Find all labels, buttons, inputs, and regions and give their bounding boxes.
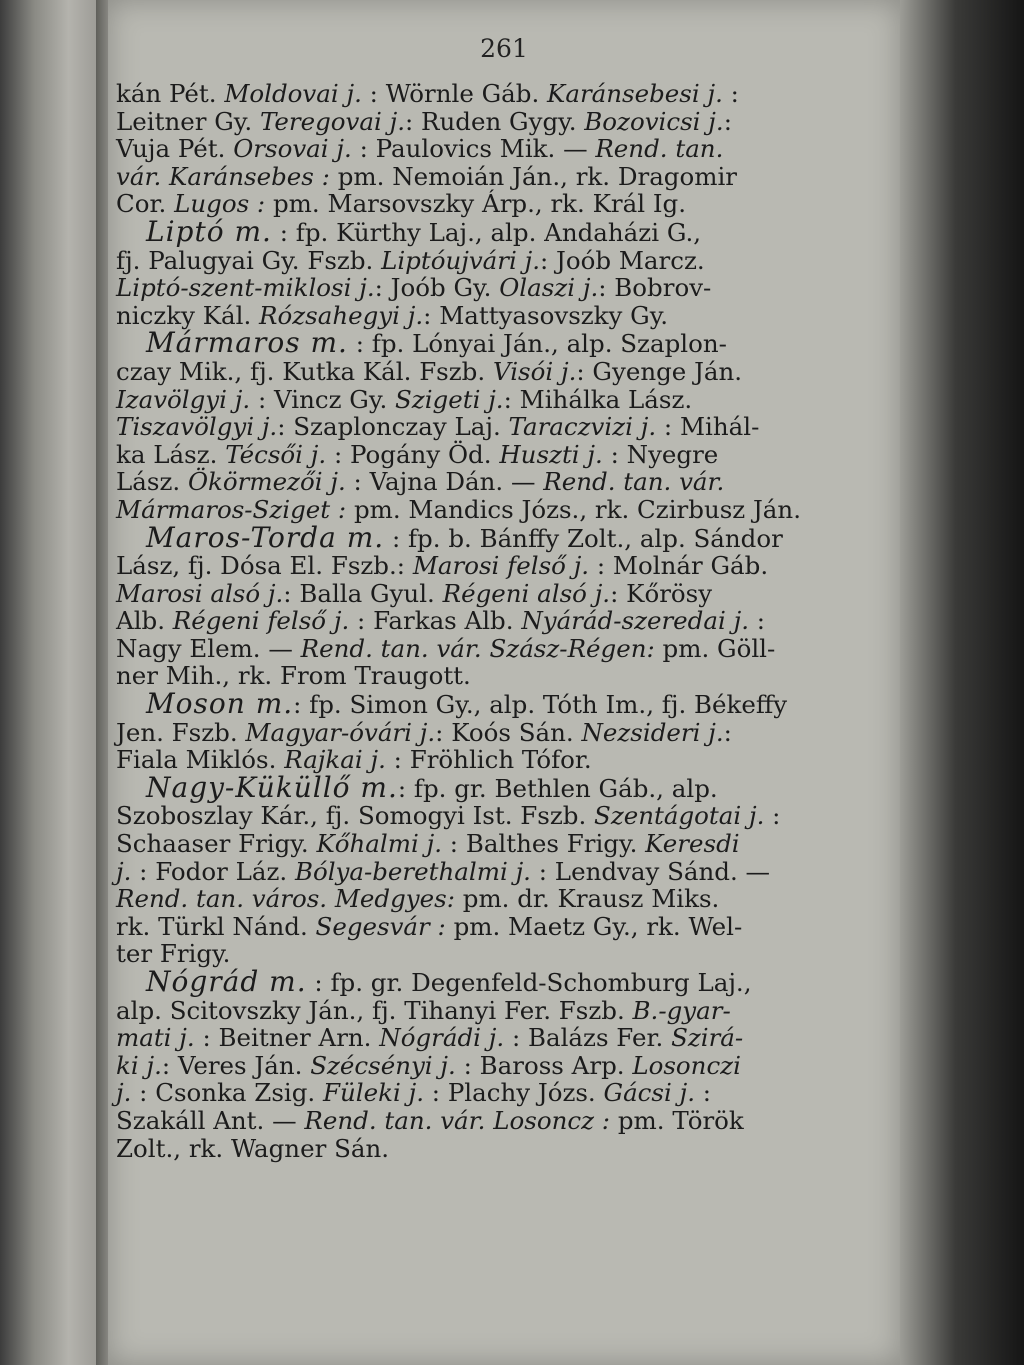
text-run: : Wörnle Gáb. [361, 79, 548, 108]
text-line [116, 413, 796, 441]
text-line [116, 1052, 796, 1080]
place-name: Rend. tan. vár. [543, 467, 725, 497]
place-name: Moldovai j. [224, 79, 362, 108]
place-name: Keresdi [645, 829, 740, 859]
text-line [116, 108, 796, 136]
text-line [116, 607, 796, 635]
text-run: : Vajna Dán. — [345, 467, 544, 497]
text-run: : fp. Lónyai Ján., alp. Szaplon- [347, 329, 727, 359]
text-run: : Balthes Frigy. [441, 829, 646, 859]
place-name: Visói j. [492, 356, 577, 386]
text-line [116, 746, 796, 774]
text-run: Alb. [116, 606, 173, 636]
place-name: Técsői j. [225, 439, 327, 469]
place-name: Régeni felső j. [172, 606, 350, 636]
text-run: Szoboszlay Kár., fj. Somogyi Ist. Fszb. [116, 801, 595, 831]
place-name: Rózsahegyi j. [259, 300, 424, 330]
text-run: ka Lász. [116, 439, 226, 469]
place-name: Rend. tan. vár. Losoncz : [304, 1105, 611, 1135]
text-run: pm. Nemoián Ján., rk. Dragomir [329, 161, 738, 191]
text-run: : Beitner Arn. [194, 1023, 380, 1053]
county-heading-line [116, 770, 796, 804]
county-name: Liptó m. [146, 214, 272, 248]
text-run: : Lendvay Sánd. — [530, 856, 771, 886]
text-run: ner Mih., rk. From Traugott. [116, 661, 471, 691]
text-run: : Nyegre [602, 439, 719, 469]
text-run: : [723, 106, 732, 136]
text-run: : fp. Simon Gy., alp. Tóth Im., fj. Békeffy [293, 690, 788, 720]
place-name: Taraczvizi j. [508, 412, 657, 442]
text-run: fj. Palugyai Gy. Fszb. [116, 245, 382, 275]
text-run: : Fodor Láz. [131, 856, 295, 886]
book-page [108, 0, 900, 1365]
text-run: : Molnár Gáb. [589, 551, 769, 581]
text-run: : Mattyasovszky Gy. [423, 300, 669, 330]
text-run: czay Mik., fj. Kutka Kál. Fszb. [116, 356, 493, 386]
place-name: mati j. [116, 1023, 195, 1053]
text-line [116, 1079, 796, 1107]
county-heading-line [116, 520, 796, 554]
text-run: : Farkas Alb. [349, 606, 522, 636]
place-name: Gácsi j. [603, 1078, 695, 1108]
text-line [116, 135, 796, 163]
county-heading-line [116, 326, 796, 360]
place-name: Szirá- [671, 1023, 744, 1053]
text-run: : fp. gr. Degenfeld-Schomburg Laj., [306, 968, 752, 997]
text-run: : Mihál- [656, 412, 760, 442]
place-name: Régeni alsó j. [442, 578, 611, 608]
text-run: : Balla Gyul. [283, 578, 443, 608]
facing-page-edge [0, 0, 98, 1365]
county-heading-line [116, 687, 796, 721]
text-line [116, 662, 796, 690]
text-line [116, 468, 796, 496]
text-line [116, 80, 796, 108]
text-run: : [723, 717, 732, 747]
text-run: Leitner Gy. [116, 106, 260, 136]
page-text [116, 79, 801, 1163]
text-run: pm. Göll- [654, 633, 776, 663]
text-run: : [722, 79, 739, 108]
text-run: : fp. gr. Bethlen Gáb., alp. [397, 773, 718, 803]
text-line [116, 802, 796, 830]
text-run: : Joób Gy. [374, 273, 500, 303]
text-run: : [748, 606, 766, 636]
text-line [116, 913, 796, 941]
text-line [116, 494, 801, 524]
county-name: Maros-Torda m. [146, 520, 385, 554]
text-line [116, 302, 796, 330]
place-name: Rend. tan. város. Medgyes: [116, 884, 455, 914]
text-line [116, 358, 796, 386]
text-run: : Balázs Fer. [504, 1023, 672, 1053]
text-run: : fp. b. Bánffy Zolt., alp. Sándor [384, 523, 783, 553]
background-edge [900, 0, 1024, 1365]
text-line [116, 580, 796, 608]
text-line [116, 635, 796, 663]
text-run: : fp. Kürthy Laj., alp. Andaházi G., [271, 217, 702, 247]
place-name: vár. Karánsebes : [116, 161, 330, 191]
text-run: pm. Marsovszky Árp., rk. Král Ig. [265, 189, 686, 219]
text-run: : Paulovics Mik. — [351, 134, 596, 164]
page-number: 261 [480, 34, 528, 63]
text-line [116, 1107, 796, 1135]
text-run: : Vincz Gy. [250, 384, 396, 414]
text-run: pm. dr. Krausz Miks. [454, 884, 720, 914]
county-heading-line [116, 214, 796, 248]
text-run: : Koós Sán. [435, 717, 582, 747]
place-name: j. [116, 856, 132, 886]
text-line [116, 997, 796, 1025]
text-run: : [694, 1078, 712, 1108]
place-name: Segesvár : [315, 911, 446, 941]
place-name: Lugos : [174, 189, 266, 219]
place-name: Rajkai j. [284, 745, 386, 775]
text-run: Lász. [116, 467, 188, 497]
county-name: Nagy-Küküllő m. [146, 770, 398, 804]
place-name: Nyárád-szeredai j. [521, 606, 749, 636]
place-name: Bozovicsi j. [584, 106, 724, 136]
text-run: : Baross Arp. [455, 1050, 633, 1080]
place-name: Ökörmezői j. [187, 467, 346, 497]
text-line [116, 1135, 796, 1163]
text-line [116, 1024, 796, 1052]
text-line [116, 163, 796, 191]
county-name: Moson m. [146, 687, 294, 721]
place-name: Magyar-óvári j. [245, 717, 436, 747]
text-run: pm. Török [610, 1105, 744, 1135]
text-run: : Ruden Gygy. [405, 106, 585, 136]
text-line [116, 858, 796, 886]
place-name: Tiszavölgyi j. [116, 412, 278, 442]
text-run: kán Pét. [116, 79, 225, 108]
text-run: alp. Scitovszky Ján., fj. Tihanyi Fer. Fszb. [116, 995, 633, 1025]
place-name: j. [116, 1078, 132, 1108]
text-run: : Plachy Józs. [423, 1078, 604, 1108]
county-heading-line [116, 965, 796, 998]
text-run: : Mihálka Lász. [503, 384, 693, 414]
place-name: Bólya-berethalmi j. [294, 856, 531, 886]
place-name: Szécsényi j. [310, 1050, 456, 1080]
text-run: Szakáll Ant. — [116, 1105, 305, 1135]
place-name: Karánsebesi j. [547, 79, 723, 108]
text-run: Nagy Elem. — [116, 633, 301, 663]
place-name: Nezsideri j. [581, 717, 724, 747]
text-run: Cor. [116, 189, 175, 219]
place-name: Szentágotai j. [594, 801, 765, 831]
text-run: : Bobrov- [598, 273, 712, 303]
text-line [116, 190, 796, 218]
text-run: : Pogány Öd. [326, 439, 500, 469]
place-name: Rend. tan. vár. Szász-Régen: [300, 633, 655, 663]
place-name: Losonczi [632, 1050, 741, 1080]
place-name: Nógrádi j. [379, 1023, 505, 1053]
place-name: Huszti j. [499, 439, 603, 469]
text-run: pm. Maetz Gy., rk. Wel- [445, 911, 743, 941]
text-run: rk. Türkl Nánd. [116, 911, 316, 941]
place-name: B.-gyar- [632, 995, 731, 1025]
text-line [116, 386, 796, 414]
place-name: Rend. tan. [595, 134, 724, 164]
text-run: pm. Mandics Józs., rk. Czirbusz Ján. [346, 494, 801, 524]
text-line [116, 274, 796, 302]
text-line [116, 719, 796, 747]
text-run: Zolt., rk. Wagner Sán. [116, 1133, 390, 1163]
text-run: Lász, fj. Dósa El. Fszb.: [116, 551, 413, 581]
text-run: niczky Kál. [116, 300, 260, 330]
place-name: Olaszi j. [499, 273, 599, 303]
text-run: : Csonka Zsig. [131, 1078, 324, 1108]
place-name: Teregovai j. [259, 106, 406, 136]
text-run: : Szaplonczay Laj. [277, 412, 509, 442]
text-run: Fiala Miklós. [116, 745, 285, 775]
place-name: Izavölgyi j. [116, 384, 251, 414]
text-run: : Gyenge Ján. [576, 356, 743, 386]
county-name: Mármaros m. [146, 326, 348, 360]
place-name: Marosi alsó j. [116, 578, 284, 608]
place-name: Orsovai j. [233, 134, 352, 164]
text-run: : Kőrösy [610, 578, 713, 608]
text-run: Jen. Fszb. [116, 717, 246, 747]
text-run: : Joób Marcz. [540, 245, 705, 275]
text-line [116, 441, 796, 469]
place-name: Liptóujvári j. [381, 245, 541, 275]
text-line [116, 940, 796, 968]
text-run: ter Frigy. [116, 939, 231, 969]
text-line [116, 552, 796, 580]
text-line [116, 247, 796, 275]
text-line [116, 885, 796, 913]
text-run: : Fröhlich Tófor. [385, 745, 592, 775]
place-name: Szigeti j. [395, 384, 504, 414]
place-name: Mármaros-Sziget : [116, 494, 347, 524]
place-name: Liptó-szent-miklosi j. [116, 273, 375, 303]
text-run: Vuja Pét. [116, 134, 234, 164]
text-run: : [764, 801, 781, 831]
text-run: : Veres Ján. [161, 1050, 311, 1080]
place-name: ki j. [116, 1050, 162, 1080]
place-name: Füleki j. [323, 1078, 424, 1108]
county-name: Nógrád m. [146, 965, 307, 998]
text-run: Schaaser Frigy. [116, 829, 317, 859]
text-line [116, 830, 796, 858]
place-name: Marosi felső j. [412, 551, 590, 581]
place-name: Kőhalmi j. [316, 829, 442, 859]
